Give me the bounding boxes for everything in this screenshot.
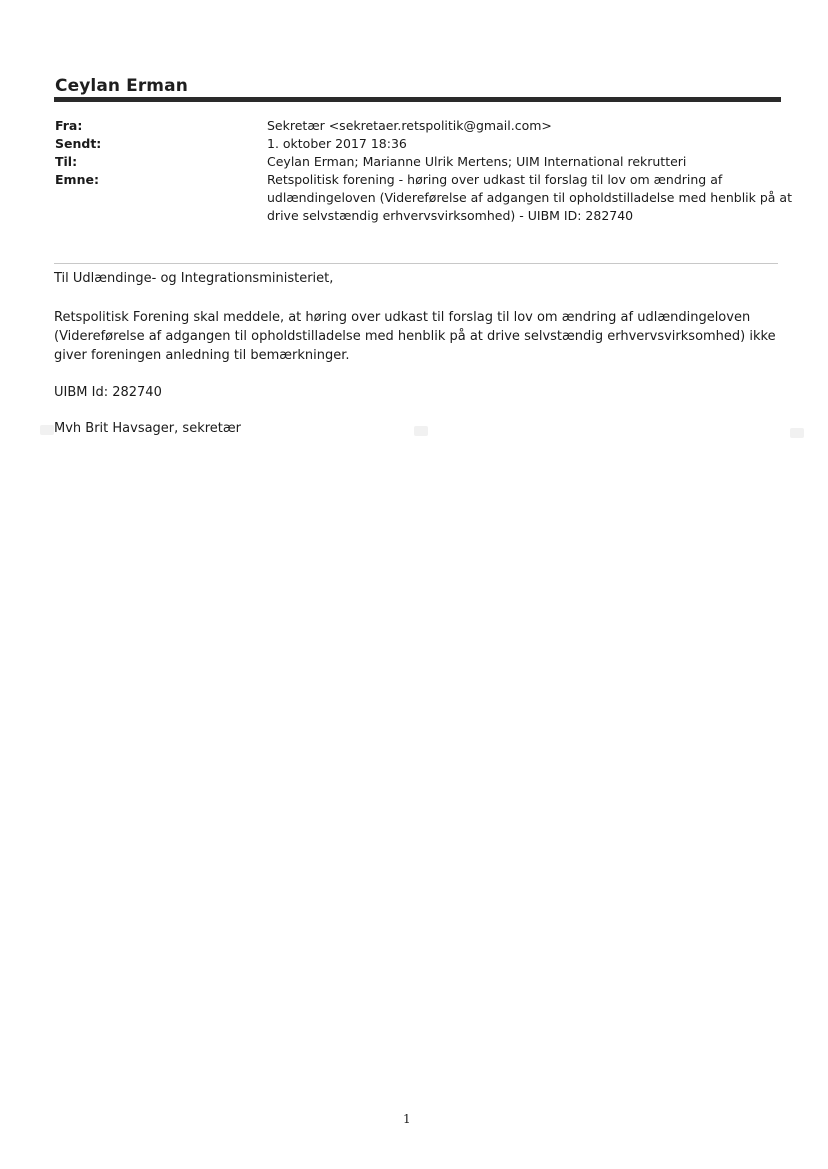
body-paragraph bbox=[54, 308, 784, 365]
page-number: 1 bbox=[403, 1112, 411, 1126]
sent-label: Sendt: bbox=[55, 136, 102, 151]
subject-line: drive selvstændig erhvervsvirksomhed) - UIBM ID: 282740 bbox=[267, 208, 634, 223]
subject-label: Emne: bbox=[55, 172, 99, 187]
subject-line: Retspolitisk forening - høring over udkast til forslag til lov om ændring af bbox=[267, 172, 723, 187]
signoff: Mvh Brit Havsager, sekretær bbox=[54, 421, 241, 436]
sent-value: 1. oktober 2017 18:36 bbox=[267, 136, 407, 151]
from-value: Sekretær <sekretaer.retspolitik@gmail.com> bbox=[267, 118, 552, 133]
subject-value bbox=[267, 171, 792, 225]
body-paragraph-line: Retspolitisk Forening skal meddele, at høring over udkast til forslag til lov om ændring af udlændingeloven bbox=[54, 310, 751, 325]
body-paragraph-line: (Videreførelse af adgangen til opholdstilladelse med henblik på at drive selvstændig erhvervsvirksomhed) ikke bbox=[54, 329, 776, 344]
reference-id: UIBM Id: 282740 bbox=[54, 385, 162, 400]
to-value: Ceylan Erman; Marianne Ulrik Mertens; UIM International rekrutteri bbox=[267, 154, 687, 169]
body-divider bbox=[54, 263, 778, 264]
mailbox-owner-name: Ceylan Erman bbox=[55, 76, 188, 96]
scan-speck bbox=[790, 428, 804, 438]
to-label: Til: bbox=[55, 154, 78, 169]
scan-speck bbox=[40, 425, 54, 435]
salutation: Til Udlændinge- og Integrationsministeriet, bbox=[54, 271, 334, 286]
scan-speck bbox=[414, 426, 428, 436]
body-paragraph-line: giver foreningen anledning til bemærkninger. bbox=[54, 348, 350, 363]
from-label: Fra: bbox=[55, 118, 83, 133]
subject-line: udlændingeloven (Videreførelse af adgangen til opholdstilladelse med henblik på at bbox=[267, 190, 792, 205]
header-divider bbox=[54, 97, 781, 102]
